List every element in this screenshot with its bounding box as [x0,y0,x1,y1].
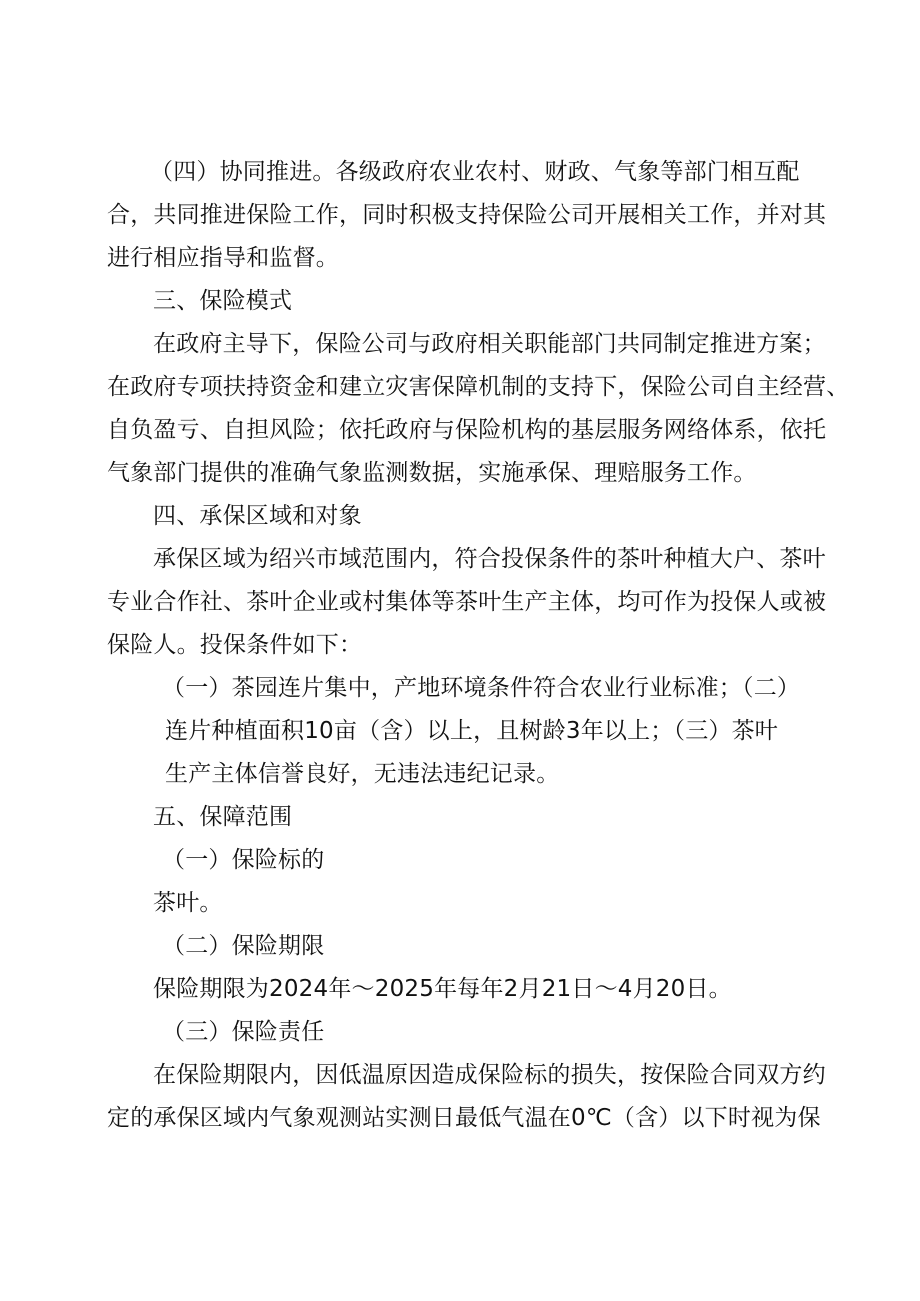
para-2-line-4: 气象部门提供的准确气象监测数据，实施承保、理赔服务工作。 [107,460,757,486]
para-1-line-1: （四）协同推进。各级政府农业农村、财政、气象等部门相互配 [150,159,800,185]
liability-line-1: 在保险期限内，因低温原因造成保险标的损失，按保险合同双方约 [153,1062,826,1088]
para-1-line-3: 进行相应指导和监督。 [107,245,339,271]
heading-section-4: 四、承保区域和对象 [153,503,362,529]
conditions-line-2: 连片种植面积10亩（含）以上，且树龄3年以上；（三）茶叶 [165,718,778,744]
para-1-line-2: 合，共同推进保险工作，同时积极支持保险公司开展相关工作，并对其 [107,202,827,228]
heading-section-5: 五、保障范围 [153,804,293,830]
conditions-line-1: （一）茶园连片集中，产地环境条件符合农业行业标准；（二） [162,675,801,701]
para-2-line-1: 在政府主导下，保险公司与政府相关职能部门共同制定推进方案； [153,331,826,357]
para-2-line-3: 自负盈亏、自担风险；依托政府与保险机构的基层服务网络体系，依托 [107,417,827,443]
para-3-line-2: 专业合作社、茶叶企业或村集体等茶叶生产主体，均可作为投保人或被 [107,589,827,615]
subheading-insurance-period: （二）保险期限 [162,933,325,959]
insurance-period-text: 保险期限为2024年～2025年每年2月21日～4月20日。 [153,976,732,1002]
para-2-line-2: 在政府专项扶持资金和建立灾害保障机制的支持下，保险公司自主经营、 [107,374,850,400]
subheading-insurance-liability: （三）保险责任 [162,1019,325,1045]
liability-line-2: 定的承保区域内气象观测站实测日最低气温在0℃（含）以下时视为保 [107,1105,821,1131]
conditions-line-3: 生产主体信誉良好，无违法违纪记录。 [165,761,560,787]
heading-section-3: 三、保险模式 [153,288,293,314]
insured-subject-text: 茶叶。 [153,890,223,916]
para-3-line-3: 保险人。投保条件如下： [107,632,363,658]
subheading-insured-subject: （一）保险标的 [162,847,325,873]
para-3-line-1: 承保区域为绍兴市域范围内，符合投保条件的茶叶种植大户、茶叶 [153,546,826,572]
